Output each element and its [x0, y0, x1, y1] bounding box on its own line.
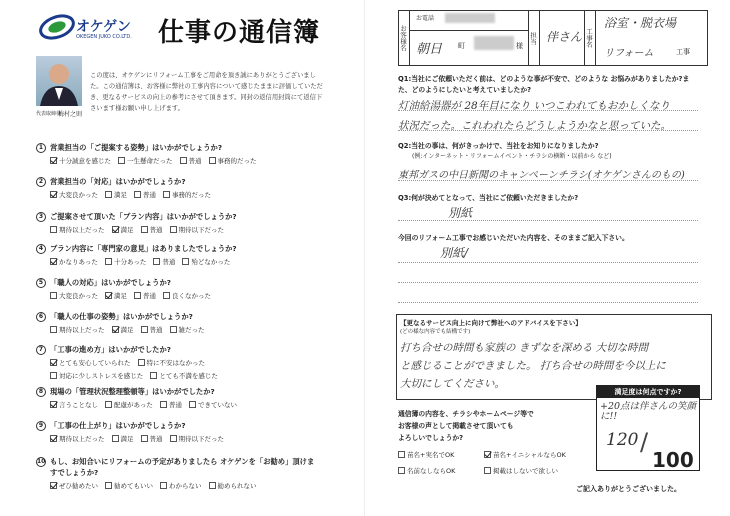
- question-text-3: ご提案させて頂いた「プラン内容」はいかがでしょうか?: [50, 212, 237, 221]
- checkbox-icon[interactable]: [163, 191, 170, 198]
- checked-checkbox-icon[interactable]: [112, 226, 119, 233]
- checked-checkbox-icon[interactable]: [50, 401, 57, 408]
- checkbox-icon[interactable]: [150, 372, 157, 379]
- score-max: 100: [652, 448, 694, 472]
- question-text-1: 営業担当の「ご提案する姿勢」はいかがでしょうか?: [50, 143, 223, 152]
- publish-option-label: 名前なしならOK: [407, 467, 456, 475]
- q1-answer-2: 状況だった。これわれたらどうしようかなと思っていた。: [398, 120, 671, 132]
- question-number: 6: [36, 312, 46, 322]
- checkbox-icon[interactable]: [138, 359, 145, 366]
- sama: 様: [516, 42, 523, 50]
- question-options-1: [50, 156, 257, 165]
- question-options-7: [50, 358, 280, 380]
- president-name: 梅村之則: [58, 111, 83, 118]
- question-number: 4: [36, 244, 46, 254]
- option[interactable]: [189, 400, 237, 409]
- town-handwritten: 朝日: [416, 42, 443, 57]
- publish-option-label: 苗名+イニシャルならOK: [493, 451, 566, 459]
- checked-checkbox-icon[interactable]: [50, 435, 57, 442]
- option-label: 大変良かった: [59, 191, 98, 199]
- checkbox-icon[interactable]: [153, 258, 160, 265]
- checkbox-icon[interactable]: [398, 467, 405, 474]
- option-label: 普通: [149, 226, 163, 234]
- option-label: 十分あった: [113, 258, 147, 266]
- q2-sub: (例:インターネット・リフォームイベント・チラシの横断・以前から など): [412, 153, 612, 160]
- checkbox-icon[interactable]: [105, 482, 112, 489]
- option[interactable]: [112, 325, 134, 334]
- checkbox-icon[interactable]: [163, 292, 170, 299]
- option-label: 事務的だった: [217, 157, 257, 165]
- option[interactable]: [160, 400, 182, 409]
- option-label: とても不満を感じた: [159, 372, 218, 380]
- option[interactable]: [105, 400, 153, 409]
- customer-label: お客様名: [398, 10, 410, 66]
- option[interactable]: [209, 156, 257, 165]
- question-text-5: 「職人の対応」はいかがでしょうか?: [50, 278, 171, 287]
- question-text-9: 「工事の仕上がり」はいかがでしょうか?: [50, 421, 186, 430]
- option[interactable]: [141, 325, 163, 334]
- publish-option[interactable]: [484, 466, 558, 475]
- president-role: 代表取締役: [36, 111, 62, 117]
- checked-checkbox-icon[interactable]: [484, 451, 491, 458]
- question-options-10: [50, 481, 257, 490]
- option[interactable]: [105, 481, 153, 490]
- q2-label: Q2:当社の事は、何がきっかけで、当社をお知りになりましたか?: [398, 142, 599, 150]
- option[interactable]: [170, 325, 205, 334]
- score-title: 満足度は何点ですか?: [597, 386, 699, 398]
- option[interactable]: [163, 291, 211, 300]
- checkbox-icon[interactable]: [160, 482, 167, 489]
- option-label: 大変良かった: [59, 292, 98, 300]
- checkbox-icon[interactable]: [160, 401, 167, 408]
- page-divider: [364, 0, 365, 516]
- option-label: 普通: [149, 326, 163, 334]
- question-text-10: もし、お知合いにリフォームの予定がありましたら オケゲンを「お勧め」頂けますでしょうか?: [50, 457, 315, 477]
- tanto-label: 担当: [528, 10, 540, 66]
- question-number: 10: [37, 458, 46, 465]
- score-note: +20点は伴さんの笑顔に!!: [600, 401, 697, 422]
- checkbox-icon[interactable]: [141, 326, 148, 333]
- checkbox-icon[interactable]: [141, 435, 148, 442]
- option-label: 普通: [162, 258, 176, 266]
- rule: [398, 220, 698, 221]
- score-value: 120: [606, 430, 639, 450]
- page-title: 仕事の通信簿: [158, 18, 321, 48]
- checkbox-icon[interactable]: [50, 326, 57, 333]
- checkbox-icon[interactable]: [141, 226, 148, 233]
- option[interactable]: [50, 257, 98, 266]
- option[interactable]: [50, 190, 98, 199]
- publish-option[interactable]: [398, 450, 454, 459]
- q2-answer: 東邦ガスの中日新聞のキャンペーンチラシ(オケゲンさんのもの): [398, 170, 685, 181]
- option[interactable]: [105, 257, 146, 266]
- option-label: とても安心していられた: [59, 359, 131, 367]
- option-label: 普通: [168, 401, 182, 409]
- option-label: 普通: [143, 191, 156, 199]
- option[interactable]: [153, 257, 175, 266]
- checkbox-icon[interactable]: [170, 226, 177, 233]
- checkbox-icon[interactable]: [50, 292, 57, 299]
- option-label: 満足: [120, 435, 134, 443]
- koji-label: 工事名: [584, 10, 596, 66]
- option[interactable]: [112, 225, 134, 234]
- option-label: 満足: [114, 191, 127, 199]
- option-label: 勧めてもいい: [114, 482, 153, 490]
- question-text-4: プラン内容に「専門家の意見」はありましたでしょうか?: [50, 244, 237, 253]
- checkbox-icon[interactable]: [209, 157, 216, 164]
- footer-thanks: ご記入ありがとうございました。: [576, 485, 681, 493]
- publish-option[interactable]: [484, 450, 566, 459]
- option-label: 期待以下だった: [178, 226, 224, 234]
- question-options-5: [50, 291, 211, 300]
- q3-answer: 別紙: [448, 206, 473, 220]
- option-label: 期待以上だった: [59, 435, 105, 443]
- checkbox-icon[interactable]: [180, 157, 187, 164]
- question-text-6: 「職人の仕事の姿勢」はいかがでしょうか?: [50, 312, 193, 321]
- checkbox-icon[interactable]: [182, 258, 189, 265]
- question-number: 8: [36, 387, 46, 397]
- question-text-7: 「工事の進め方」はいかがでしたか?: [50, 345, 171, 354]
- option-label: 配慮があった: [114, 401, 153, 409]
- question-options-4: [50, 257, 230, 266]
- option-label: わからない: [169, 482, 202, 490]
- option[interactable]: [141, 225, 163, 234]
- checkbox-icon[interactable]: [105, 258, 112, 265]
- checked-checkbox-icon[interactable]: [50, 258, 57, 265]
- q3-label: Q3:何が決めてとなって、当社にご依頼いただきましたか?: [398, 194, 579, 202]
- publish-label-1: 通信簿の内容を、チラシやホームページ等で: [398, 410, 534, 418]
- question-options-3: [50, 225, 224, 234]
- advice-answer-1: 打ち合せの時間も家族の きずなを深める 大切な時間: [400, 342, 649, 354]
- option-label: ぜひ勧めたい: [59, 482, 98, 490]
- option-label: 対応に少しストレスを感じた: [59, 372, 144, 380]
- option-label: 殆どなかった: [191, 258, 231, 266]
- checkbox-icon[interactable]: [105, 191, 112, 198]
- tanto-handwritten: 伴さん: [546, 30, 583, 44]
- option[interactable]: [180, 156, 202, 165]
- koji-handwritten-1: 浴室・脱衣場: [604, 16, 677, 30]
- question-options-6: [50, 325, 205, 334]
- impression-answer: 別紙/: [440, 246, 469, 260]
- publish-label-3: よろしいでしょうか?: [398, 434, 464, 442]
- checked-checkbox-icon[interactable]: [50, 191, 57, 198]
- option-label: 事務的だった: [172, 191, 211, 199]
- checkbox-icon[interactable]: [484, 467, 491, 474]
- advice-answer-2: と感じることができました。 打ち合せの時間を今以上に: [400, 360, 666, 372]
- brand-name: オケゲン: [76, 19, 131, 35]
- question-number: 2: [36, 177, 46, 187]
- advice-sub: (どの様な内容でも結構です): [400, 329, 471, 335]
- option[interactable]: [105, 190, 127, 199]
- intro-text: この度は、オケゲンにリフォーム工事をご用命を頂き誠にありがとうございました。この通信簿は、お客様に弊社の工事内容について感じたままに評価していただき、更なるサービスの向上の参考にさせて頂きます。同封の返信用封筒にて返信下さいます様お願い申し上げます。: [90, 72, 323, 112]
- option[interactable]: [50, 434, 105, 443]
- option[interactable]: [50, 225, 105, 234]
- checked-checkbox-icon[interactable]: [50, 157, 57, 164]
- publish-label-2: お客様の声として掲載させて頂いても: [398, 422, 514, 430]
- impression-label: 今回のリフォーム工事でお感じいただいた内容を、そのままご記入下さい。: [398, 234, 629, 242]
- option[interactable]: [118, 156, 173, 165]
- publish-option[interactable]: [398, 466, 455, 475]
- option[interactable]: [50, 156, 111, 165]
- option[interactable]: [134, 190, 156, 199]
- checkbox-icon[interactable]: [189, 401, 196, 408]
- option[interactable]: [50, 358, 131, 367]
- option-label: 期待以下だった: [178, 435, 224, 443]
- koji-handwritten-2: リフォーム: [604, 48, 654, 59]
- rule: [398, 180, 698, 181]
- rule: [398, 282, 698, 283]
- question-text-2: 営業担当の「対応」はいかがでしょうか?: [50, 177, 186, 186]
- question-number: 9: [36, 421, 46, 431]
- phone-redacted: [445, 13, 495, 23]
- option-label: 普通: [143, 292, 156, 300]
- divider: [410, 30, 528, 31]
- checkbox-icon[interactable]: [398, 451, 405, 458]
- question-number: 7: [36, 345, 46, 355]
- rule: [398, 262, 698, 263]
- option[interactable]: [209, 481, 257, 490]
- option[interactable]: [134, 291, 156, 300]
- option[interactable]: [105, 291, 127, 300]
- question-options-2: [50, 190, 211, 199]
- publish-option-label: 掲載はしないで欲しい: [493, 467, 558, 475]
- brand-sub: OKEGEN JUKO CO.LTD.: [76, 34, 132, 40]
- option[interactable]: [160, 481, 202, 490]
- option[interactable]: [141, 434, 163, 443]
- checkbox-icon[interactable]: [112, 435, 119, 442]
- option-label: 良くなかった: [172, 292, 211, 300]
- checkbox-icon[interactable]: [118, 157, 125, 164]
- phone-label: お電話: [416, 15, 435, 22]
- checked-checkbox-icon[interactable]: [112, 326, 119, 333]
- koji-suffix: 工事: [676, 48, 690, 56]
- option[interactable]: [50, 371, 143, 380]
- logo: [38, 14, 76, 40]
- option-label: 満足: [114, 292, 127, 300]
- option[interactable]: [163, 190, 211, 199]
- question-options-9: [50, 434, 224, 443]
- option-label: 満足: [120, 326, 134, 334]
- checkbox-icon[interactable]: [134, 292, 141, 299]
- option[interactable]: [170, 225, 225, 234]
- logo-mark-icon: [38, 14, 76, 40]
- question-text-8: 現場の「管理状況整理整頓等」はいかがでしたか?: [50, 387, 215, 396]
- option[interactable]: [182, 257, 230, 266]
- option-label: 期待以上だった: [59, 226, 105, 234]
- question-number: 1: [36, 143, 46, 153]
- advice-answer-3: 大切にしてください。: [400, 378, 505, 390]
- option-label: 十分誠意を感じた: [59, 157, 111, 165]
- name-redacted: [474, 36, 514, 50]
- option-label: 雑だった: [178, 326, 205, 334]
- option-label: かなりあった: [59, 258, 98, 266]
- publish-option-label: 苗名+実名でOK: [407, 451, 455, 459]
- option[interactable]: [50, 325, 105, 334]
- q1-answer-1: 灯油給湯器が 28年目になり いつこわれてもおかしくなり: [398, 100, 671, 112]
- checkbox-icon[interactable]: [50, 372, 57, 379]
- option[interactable]: [112, 434, 134, 443]
- option-label: 言うことなし: [59, 401, 98, 409]
- rule: [398, 302, 698, 303]
- question-number: 5: [36, 278, 46, 288]
- option[interactable]: [150, 371, 218, 380]
- option[interactable]: [170, 434, 225, 443]
- president-photo: [36, 56, 82, 106]
- checkbox-icon[interactable]: [170, 435, 177, 442]
- checked-checkbox-icon[interactable]: [105, 292, 112, 299]
- option-label: 普通: [149, 435, 163, 443]
- question-options-8: [50, 400, 237, 409]
- checkbox-icon[interactable]: [105, 401, 112, 408]
- option-label: 一生懸命だった: [127, 157, 173, 165]
- advice-label: 【更なるサービス向上に向けて弊社へのアドバイスを下さい】: [400, 319, 582, 327]
- option-label: できていない: [197, 401, 237, 409]
- option-label: 満足: [120, 226, 134, 234]
- question-number: 3: [36, 212, 46, 222]
- option-label: 普通: [188, 157, 202, 165]
- option[interactable]: [50, 400, 98, 409]
- option[interactable]: [138, 358, 206, 367]
- option-label: 勧められない: [217, 482, 257, 490]
- checked-checkbox-icon[interactable]: [50, 359, 57, 366]
- q1-label: Q1:当社にご依頼いただく前は、どのような事が不安で、どのような お悩みがありましたか?また、どのようにしたいと考えていましたか?: [398, 75, 690, 94]
- checked-checkbox-icon[interactable]: [50, 482, 57, 489]
- checkbox-icon[interactable]: [134, 191, 141, 198]
- option-label: 特に不安はなかった: [146, 359, 205, 367]
- option[interactable]: [50, 291, 98, 300]
- checkbox-icon[interactable]: [50, 226, 57, 233]
- option[interactable]: [50, 481, 98, 490]
- checkbox-icon[interactable]: [209, 482, 216, 489]
- checkbox-icon[interactable]: [170, 326, 177, 333]
- score-slash: /: [640, 428, 649, 456]
- town-suffix: 町: [458, 42, 465, 50]
- option-label: 期待以上だった: [59, 326, 105, 334]
